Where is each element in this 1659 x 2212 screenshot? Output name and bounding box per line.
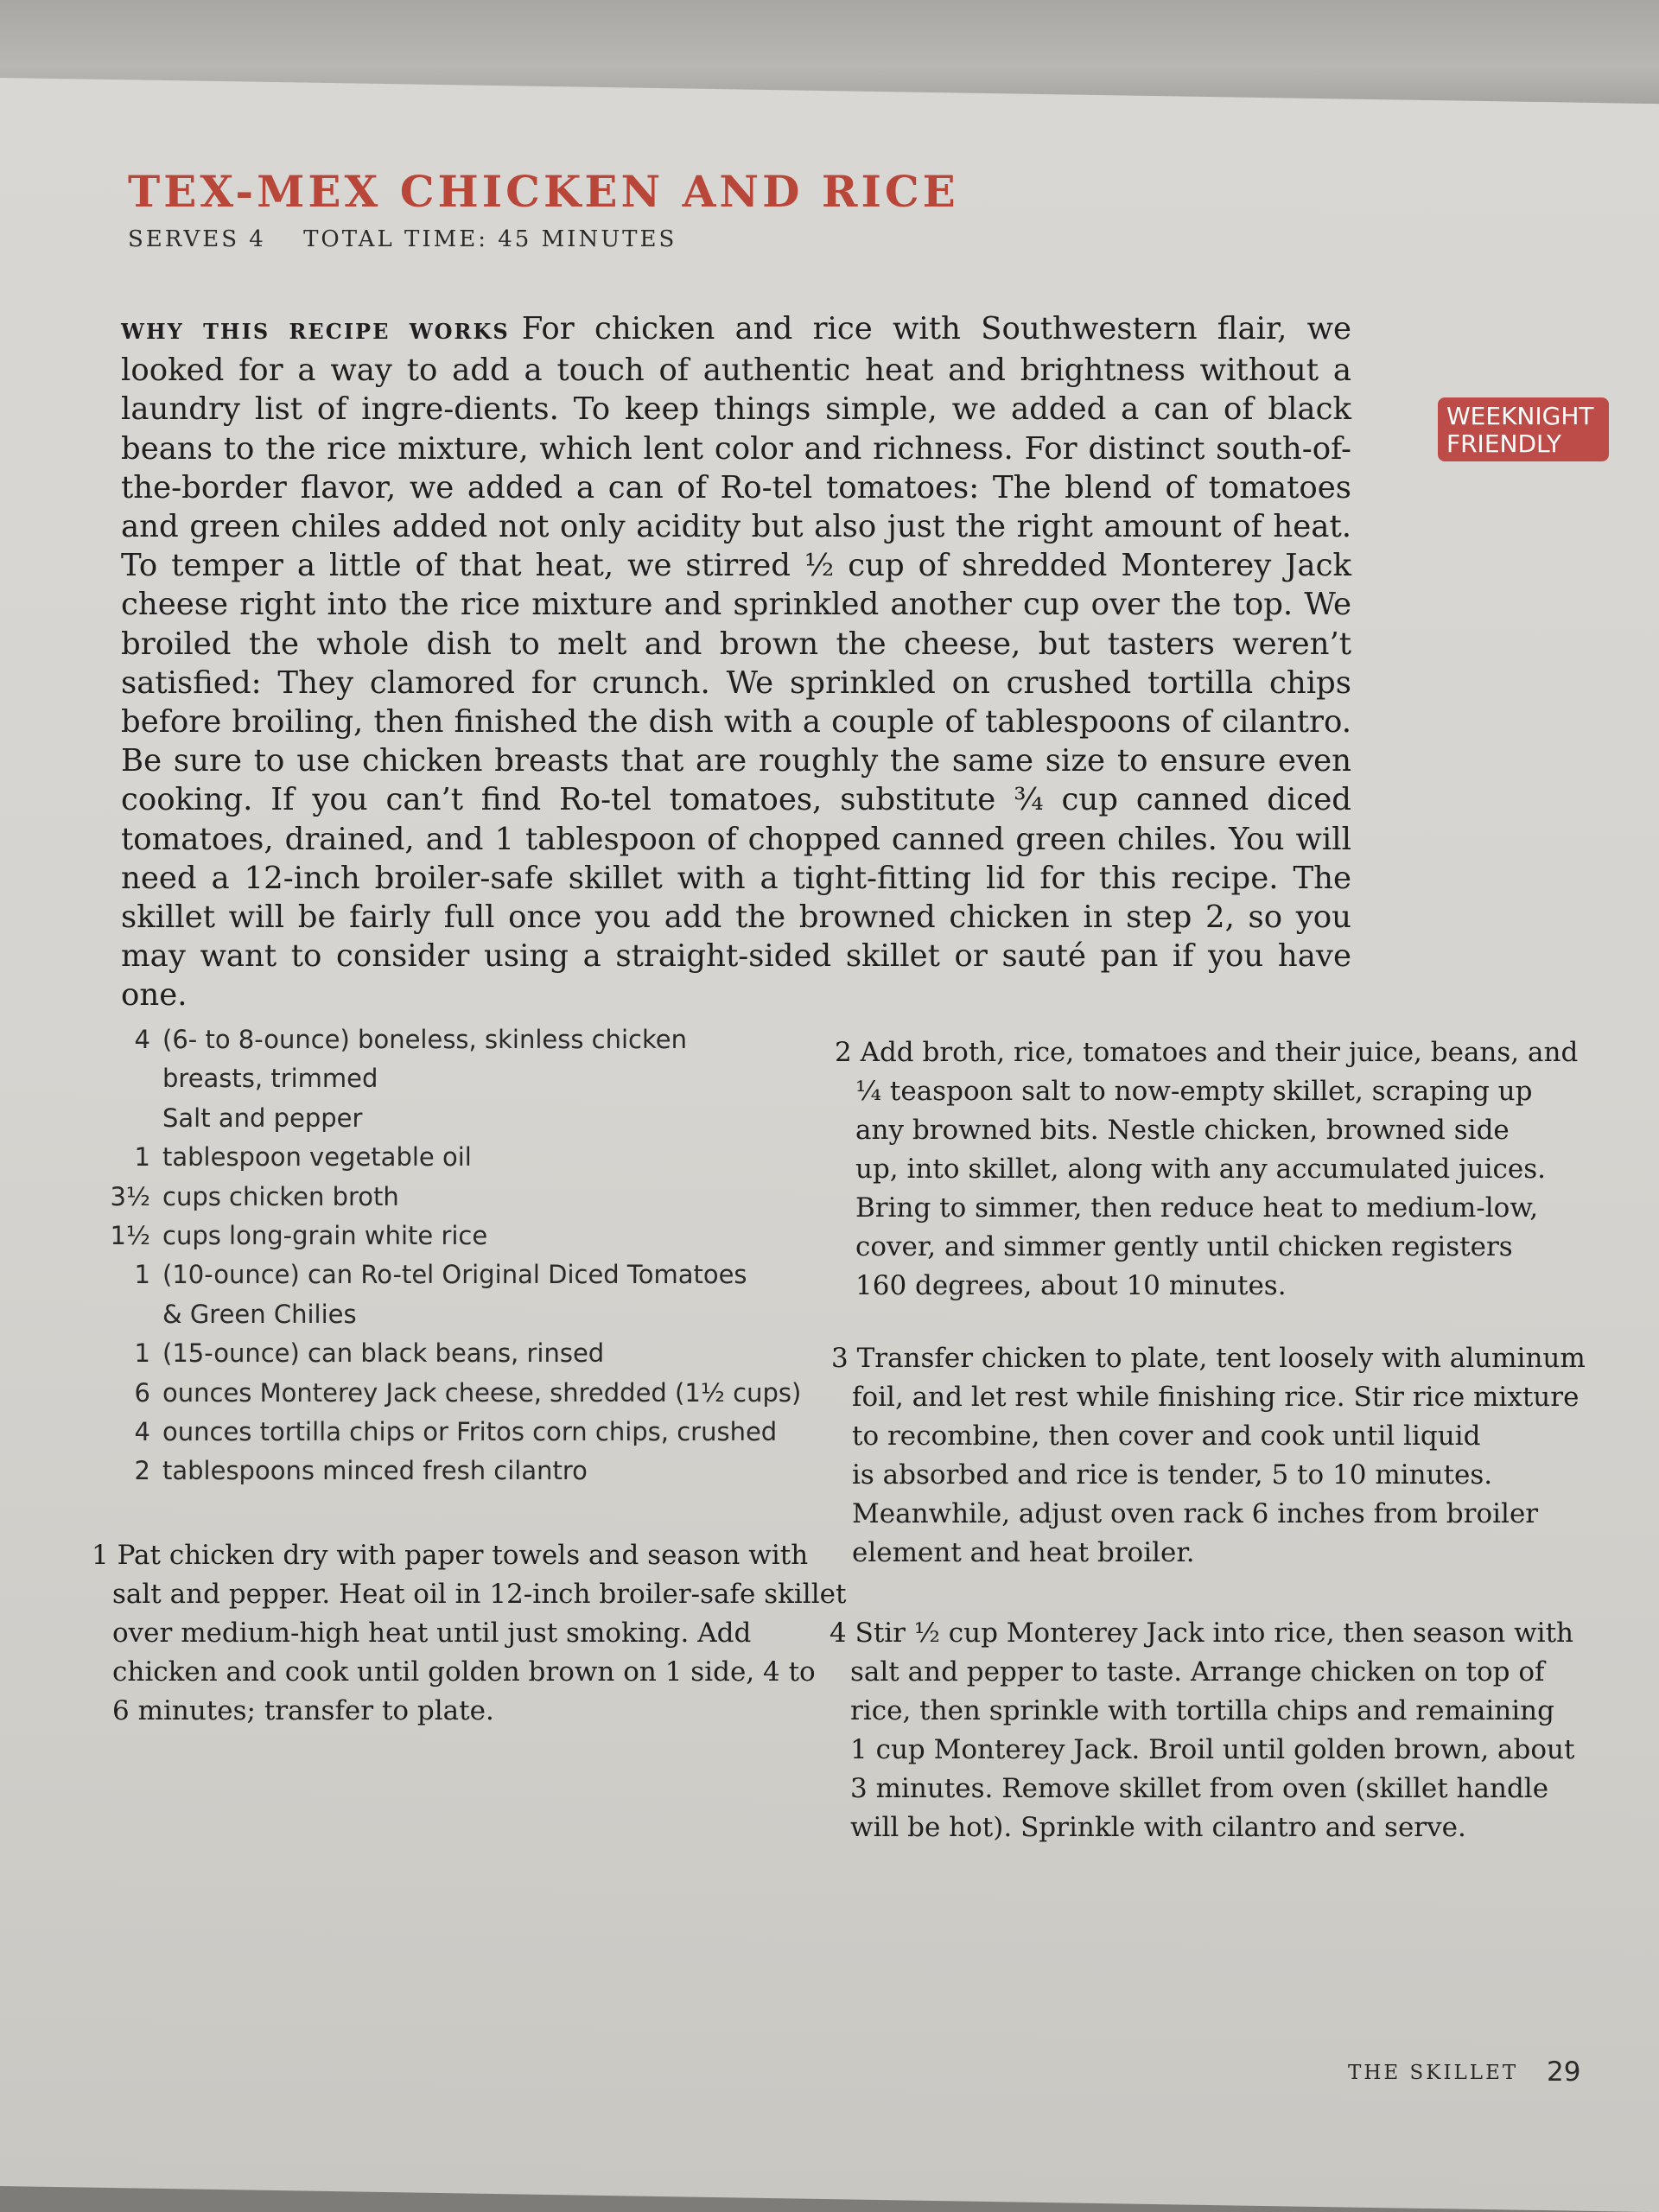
step-line: will be hot). Sprinkle with cilantro and serve. — [850, 1812, 1466, 1843]
recipe-title: TEX-MEX CHICKEN AND RICE — [128, 166, 959, 217]
ingredient-text: cups long-grain white rice — [162, 1220, 488, 1250]
step-line: foil, and let rest while finishing rice. Stir rice mixture — [852, 1382, 1580, 1413]
step-line: salt and pepper. Heat oil in 12-inch broiler-safe skillet — [112, 1579, 847, 1610]
ingredient-qty: 3½ — [110, 1181, 150, 1211]
ingredient-item — [86, 1221, 795, 1260]
step-3 — [831, 1339, 1586, 1573]
ingredient-text: (6- to 8-ounce) boneless, skinless chicken — [162, 1025, 687, 1054]
step-line: 2 Add broth, rice, tomatoes and their juice, beans, and — [835, 1037, 1579, 1068]
ingredient-text: breasts, trimmed — [162, 1064, 378, 1094]
step-line: 4 Stir ½ cup Monterey Jack into rice, then season with — [830, 1618, 1573, 1649]
ingredient-item — [86, 1025, 795, 1064]
ingredient-qty: 1 — [134, 1142, 150, 1173]
step-2 — [835, 1033, 1578, 1306]
step-line: to recombine, then cover and cook until liquid — [852, 1421, 1481, 1452]
footer-section-title: THE SKILLET — [1348, 2062, 1519, 2084]
ingredient-text: ounces Monterey Jack cheese, shredded (1½ cups) — [162, 1377, 802, 1408]
recipe-meta — [128, 226, 704, 252]
ingredient-list — [86, 1025, 802, 1496]
ingredient-text: (10-ounce) can Ro-tel Original Diced Tomatoes — [162, 1260, 747, 1290]
ingredient-text: tablespoon vegetable oil — [162, 1142, 472, 1173]
ingredient-item — [86, 1103, 795, 1142]
step-line: ¼ teaspoon salt to now-empty skillet, scraping up — [855, 1076, 1533, 1107]
step-line: over medium-high heat until just smoking. Add — [112, 1618, 752, 1649]
ingredient-qty: 4 — [134, 1025, 150, 1054]
ingredient-qty: 6 — [134, 1377, 150, 1408]
step-line: element and heat broiler. — [852, 1537, 1195, 1568]
ingredient-item — [86, 1456, 795, 1495]
ingredient-item — [86, 1064, 795, 1103]
ingredient-text: ounces tortilla chips or Fritos corn chips, crushed — [162, 1416, 778, 1446]
badge-line-2: FRIENDLY — [1446, 429, 1561, 458]
step-line: chicken and cook until golden brown on 1 side, 4 to — [112, 1656, 816, 1688]
ingredient-qty: 2 — [134, 1456, 150, 1486]
step-line: rice, then sprinkle with tortilla chips and remaining — [850, 1695, 1554, 1726]
serves-text: SERVES 4 — [128, 226, 266, 252]
page-number: 29 — [1547, 2056, 1581, 2088]
ingredient-item — [86, 1377, 802, 1417]
badge-line-1: WEEKNIGHT — [1446, 402, 1594, 430]
ingredient-item — [86, 1338, 795, 1377]
ingredient-text: cups chicken broth — [162, 1181, 399, 1211]
ingredient-item — [86, 1417, 795, 1456]
step-line: salt and pepper to taste. Arrange chicken on top of — [850, 1656, 1545, 1688]
ingredient-item — [86, 1260, 795, 1299]
total-time-text: TOTAL TIME: 45 MINUTES — [303, 226, 677, 252]
step-line: 3 Transfer chicken to plate, tent loosely with aluminum — [831, 1343, 1586, 1374]
step-line: 3 minutes. Remove skillet from oven (skillet handle — [850, 1773, 1549, 1804]
why-this-recipe-works-label: WHY THIS RECIPE WORKS — [121, 319, 510, 344]
ingredient-text: & Green Chilies — [162, 1299, 357, 1329]
step-line: up, into skillet, along with any accumulated juices. — [855, 1154, 1546, 1185]
step-line: 1 Pat chicken dry with paper towels and season with — [92, 1540, 809, 1571]
ingredient-qty: 1 — [134, 1260, 150, 1290]
step-line: 6 minutes; transfer to plate. — [112, 1695, 494, 1726]
ingredient-text: tablespoons minced fresh cilantro — [162, 1456, 588, 1486]
step-line: Meanwhile, adjust oven rack 6 inches from broiler — [852, 1498, 1539, 1529]
weeknight-friendly-badge — [1438, 397, 1609, 461]
intro-text: For chicken and rice with Southwestern flair, we looked for a way to add a touch of authentic heat and brightness without a laundry list of ingre-dients. To keep things simple, we added a can of black beans to the rice mixture, which lent color and richness. For distinct south-of-the-border flavor, we added a can of Ro-tel tomatoes: The blend of tomatoes and green chiles added not only acidity but also just the right amount of heat. To temper a little of that heat, we stirred ½ cup of shredded Monterey Jack cheese right into the rice mixture and sprinkled another cup over the top. We broiled the whole dish to melt and brown the cheese, but tasters weren’t satisfied: They clamored for crunch. We sprinkled on crushed tortilla chips before broiling, then finished the dish with a couple of tablespoons of cilantro. Be sure to use chicken breasts that are roughly the same size to ensure even cooking. If you can’t find Ro-tel tomatoes, substitute ¾ cup canned diced tomatoes, drained, and 1 tablespoon of chopped canned green chiles. You will need a 12-inch broiler-safe skillet with a tight-fitting lid for this recipe. The skillet will be fairly full once you add the browned chicken in step 2, so you may want to consider using a straight-sided skillet or sauté pan if you have one. — [121, 311, 1351, 1014]
ingredient-qty: 1 — [134, 1338, 150, 1369]
ingredient-text: (15-ounce) can black beans, rinsed — [162, 1338, 605, 1369]
ingredient-qty: 1½ — [110, 1220, 150, 1250]
ingredient-item — [86, 1142, 795, 1181]
step-line: Bring to simmer, then reduce heat to medium-low, — [855, 1192, 1539, 1224]
step-4 — [830, 1614, 1574, 1847]
step-line: is absorbed and rice is tender, 5 to 10 minutes. — [852, 1459, 1493, 1491]
step-line: cover, and simmer gently until chicken registers — [855, 1231, 1513, 1262]
ingredient-qty: 4 — [134, 1416, 150, 1446]
step-1 — [92, 1536, 846, 1731]
ingredient-item — [86, 1182, 795, 1221]
ingredient-text: Salt and pepper — [162, 1103, 363, 1133]
ingredient-item — [86, 1300, 795, 1338]
step-line: 160 degrees, about 10 minutes. — [855, 1270, 1287, 1301]
step-line: 1 cup Monterey Jack. Broil until golden brown, about — [850, 1734, 1575, 1765]
intro-paragraph — [121, 309, 1351, 1015]
step-line: any browned bits. Nestle chicken, browned side — [855, 1115, 1510, 1146]
